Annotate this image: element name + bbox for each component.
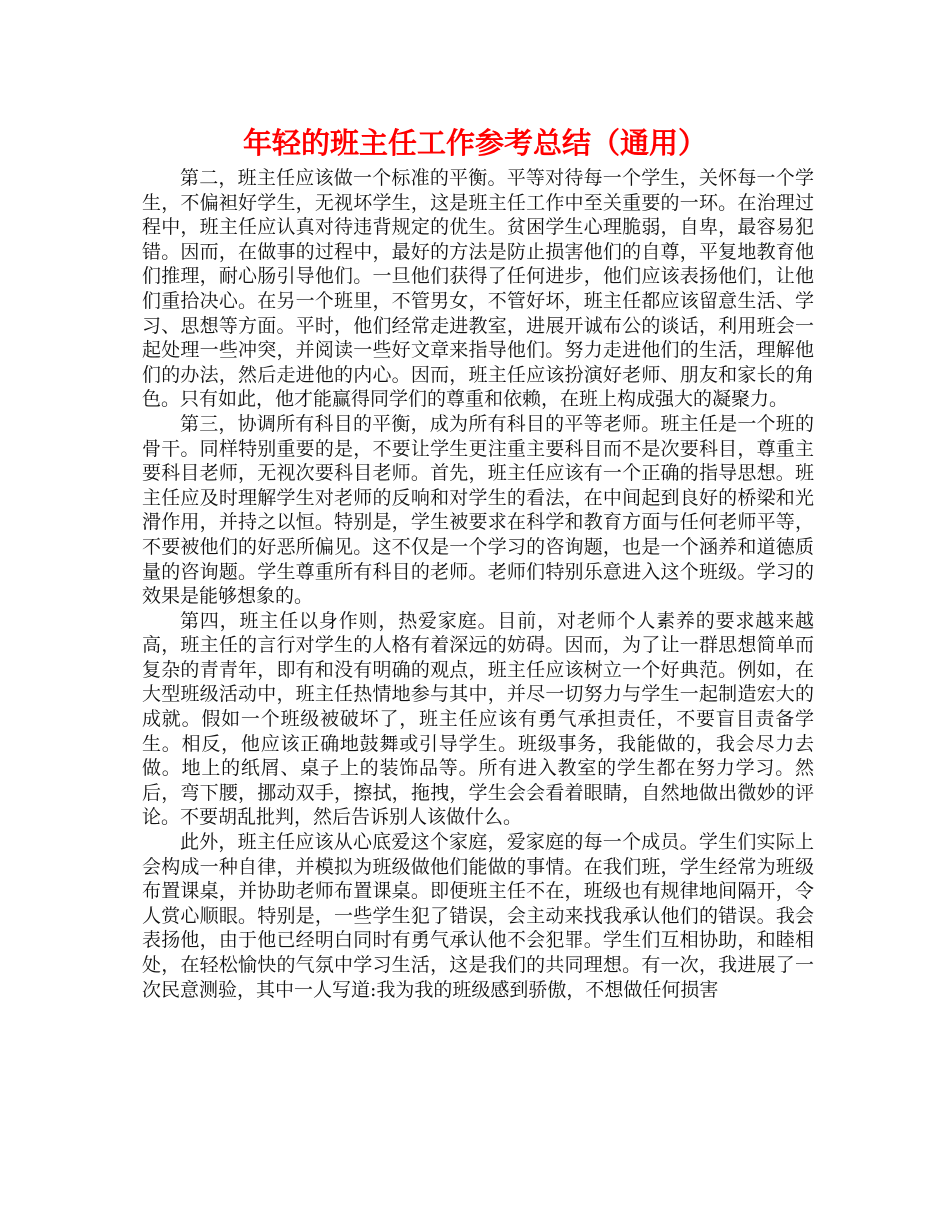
document-body [142,166,814,1002]
paragraph-second-point: 第二，班主任应该做一个标准的平衡。平等对待每一个学生，关怀每一个学生，不偏袒好学生，无视坏学生，这是班主任工作中至关重要的一环。在治理过程中，班主任应认真对待违背规定的优生。贫困学生心理脆弱，自卑，最容易犯错。因而，在做事的过程中，最好的方法是防止损害他们的自尊，平复地教育他们推理，耐心肠引导他们。一旦他们获得了任何进步，他们应该表扬他们，让他们重拾决心。在另一个班里，不管男女，不管好坏，班主任都应该留意生活、学习、思想等方面。平时，他们经常走进教室，进展开诚布公的谈话，利用班会一起处理一些冲突，并阅读一些好文章来指导他们。努力走进他们的生活，理解他们的办法，然后走进他的内心。因而，班主任应该扮演好老师、朋友和家长的角色。只有如此，他才能赢得同学们的尊重和依赖，在班上构成强大的凝聚力。 [142,167,814,411]
document-title: 年轻的班主任工作参考总结（通用） [242,126,707,160]
paragraph-in-addition: 此外，班主任应该从心底爱这个家庭，爱家庭的每一个成员。学生们实际上会构成一种自律，并模拟为班级做他们能做的事情。在我们班，学生经常为班级布置课桌，并协助老师布置课桌。即便班主任不在，班级也有规律地间隔开，令人赏心顺眼。特别是，一些学生犯了错误，会主动来找我承认他们的错误。我会表扬他，由于他已经明白同时有勇气承认他不会犯罪。学生们互相协助，和睦相处，在轻松愉快的气氛中学习生活，这是我们的共同理想。有一次，我进展了一次民意测验，其中一人写道:我为我的班级感到骄傲，不想做任何损害 [142,831,814,1001]
paragraph-third-point: 第三，协调所有科目的平衡，成为所有科目的平等老师。班主任是一个班的骨干。同样特别重要的是，不要让学生更注重主要科目而不是次要科目，尊重主要科目老师，无视次要科目老师。首先，班主任应该有一个正确的指导思想。班主任应及时理解学生对老师的反响和对学生的看法，在中间起到良好的桥梁和光滑作用，并持之以恒。特别是，学生被要求在科学和教育方面与任何老师平等，不要被他们的好恶所偏见。这不仅是一个学习的咨询题，也是一个涵养和道德质量的咨询题。学生尊重所有科目的老师。老师们特别乐意进入这个班级。学习的效果是能够想象的。 [142,412,814,608]
paragraph-fourth-point: 第四，班主任以身作则，热爱家庭。目前，对老师个人素养的要求越来越高，班主任的言行对学生的人格有着深远的妨碍。因而，为了让一群思想简单而复杂的青青年，即有和没有明确的观点，班主任应该树立一个好典范。例如，在大型班级活动中，班主任热情地参与其中，并尽一切努力与学生一起制造宏大的成就。假如一个班级被破坏了，班主任应该有勇气承担责任，不要盲目责备学生。相反，他应该正确地鼓舞或引导学生。班级事务，我能做的，我会尽力去做。地上的纸屑、桌子上的装饰品等。所有进入教室的学生都在努力学习。然后，弯下腰，挪动双手，擦拭，拖拽，学生会会看着眼睛，自然地做出微妙的评论。不要胡乱批判，然后告诉别人该做什么。 [142,609,814,829]
